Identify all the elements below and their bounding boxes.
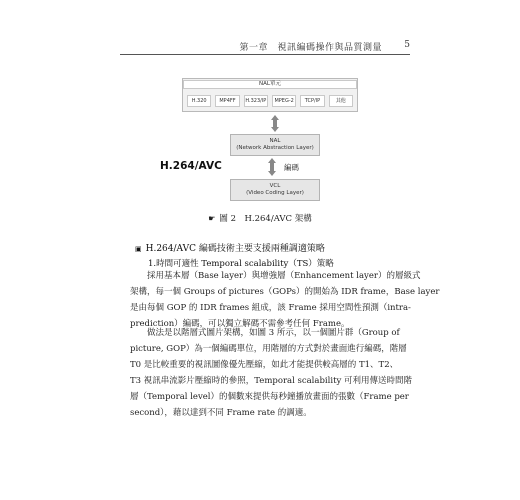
paragraph-line: 是由每個 GOP 的 IDR frames 組成，該 Frame 採用空間性預測（intra- (130, 303, 411, 313)
paragraph-line: second），藉以達到不同 Frame rate 的調適。 (130, 408, 312, 418)
caption-marker-icon: ☛ (208, 214, 216, 223)
nal-layer-subtitle: (Network Abstraction Layer) (236, 145, 314, 151)
paragraph-line: 採用基本層（Base layer）與增強層（Enhancement layer）的層級式 (147, 271, 421, 281)
protocol-other: 其他 (329, 95, 353, 107)
page-header (120, 38, 410, 56)
subheading: 1.時間可適性 Temporal scalability（TS）策略 (148, 259, 334, 269)
header-rule (120, 54, 410, 55)
paragraph-line: prediction）編碼，可以獨立解碼不需參考任何 Frame。 (130, 319, 350, 329)
paragraph-line: 層（Temporal level）的個數來提供每秒鐘播放畫面的張數（Frame per (130, 392, 409, 402)
h264-architecture-diagram (160, 78, 360, 208)
section-heading (135, 241, 325, 254)
vcl-layer-box (230, 179, 320, 201)
page-number: 5 (404, 40, 410, 50)
protocol-tcp-ip: TCP/IP (300, 95, 324, 107)
figure-caption-text: 圖 2 H.264/AVC 架構 (219, 214, 312, 224)
double-arrow-icon (271, 115, 279, 132)
h264-avc-label: H.264/AVC (160, 160, 222, 172)
nal-layer-title: NAL (269, 138, 281, 144)
paragraph-line: T3 視訊串流影片壓縮時的參照，Temporal scalability 可利用傳送時間階 (130, 376, 412, 386)
paragraph-2 (130, 325, 412, 421)
protocol-mp4ff: MP4FF (215, 95, 239, 107)
protocol-mpeg2: MPEG-2 (272, 95, 296, 107)
paragraph-1 (130, 268, 440, 332)
vcl-layer-title: VCL (269, 183, 281, 189)
paragraph-line: 做法是以階層式圖片架構，如圖 3 所示，以一個圖片群（Group of (147, 328, 400, 338)
paragraph-line: picture, GOP）為一個編碼單位，用階層的方式對於畫面進行編碼，階層 (130, 344, 407, 354)
figure-caption (0, 212, 520, 224)
nal-unit-box (182, 78, 358, 112)
protocol-row (187, 95, 353, 107)
vcl-layer-subtitle: (Video Coding Layer) (246, 190, 304, 196)
heading-marker-icon: ▣ (135, 245, 142, 253)
paragraph-line: 架構，每一個 Groups of pictures（GOPs）的開始為 IDR frame，Base layer (130, 287, 440, 297)
protocol-h323-ip: H.323/IP (244, 95, 268, 107)
section-heading-text: H.264/AVC 編碼技術主要支援兩種調適策略 (145, 244, 325, 254)
encode-label: 編碼 (284, 163, 299, 172)
paragraph-line: T0 是比較重要的視訊圖像優先壓縮，如此才能提供較高層的 T1、T2、 (130, 360, 399, 370)
double-arrow-icon (268, 158, 276, 176)
nal-layer-box (230, 134, 320, 156)
chapter-title: 第一章 視訊編碼操作與品質測量 (239, 43, 382, 53)
nal-unit-title: NAL單元 (183, 80, 357, 89)
protocol-h320: H.320 (187, 95, 211, 107)
